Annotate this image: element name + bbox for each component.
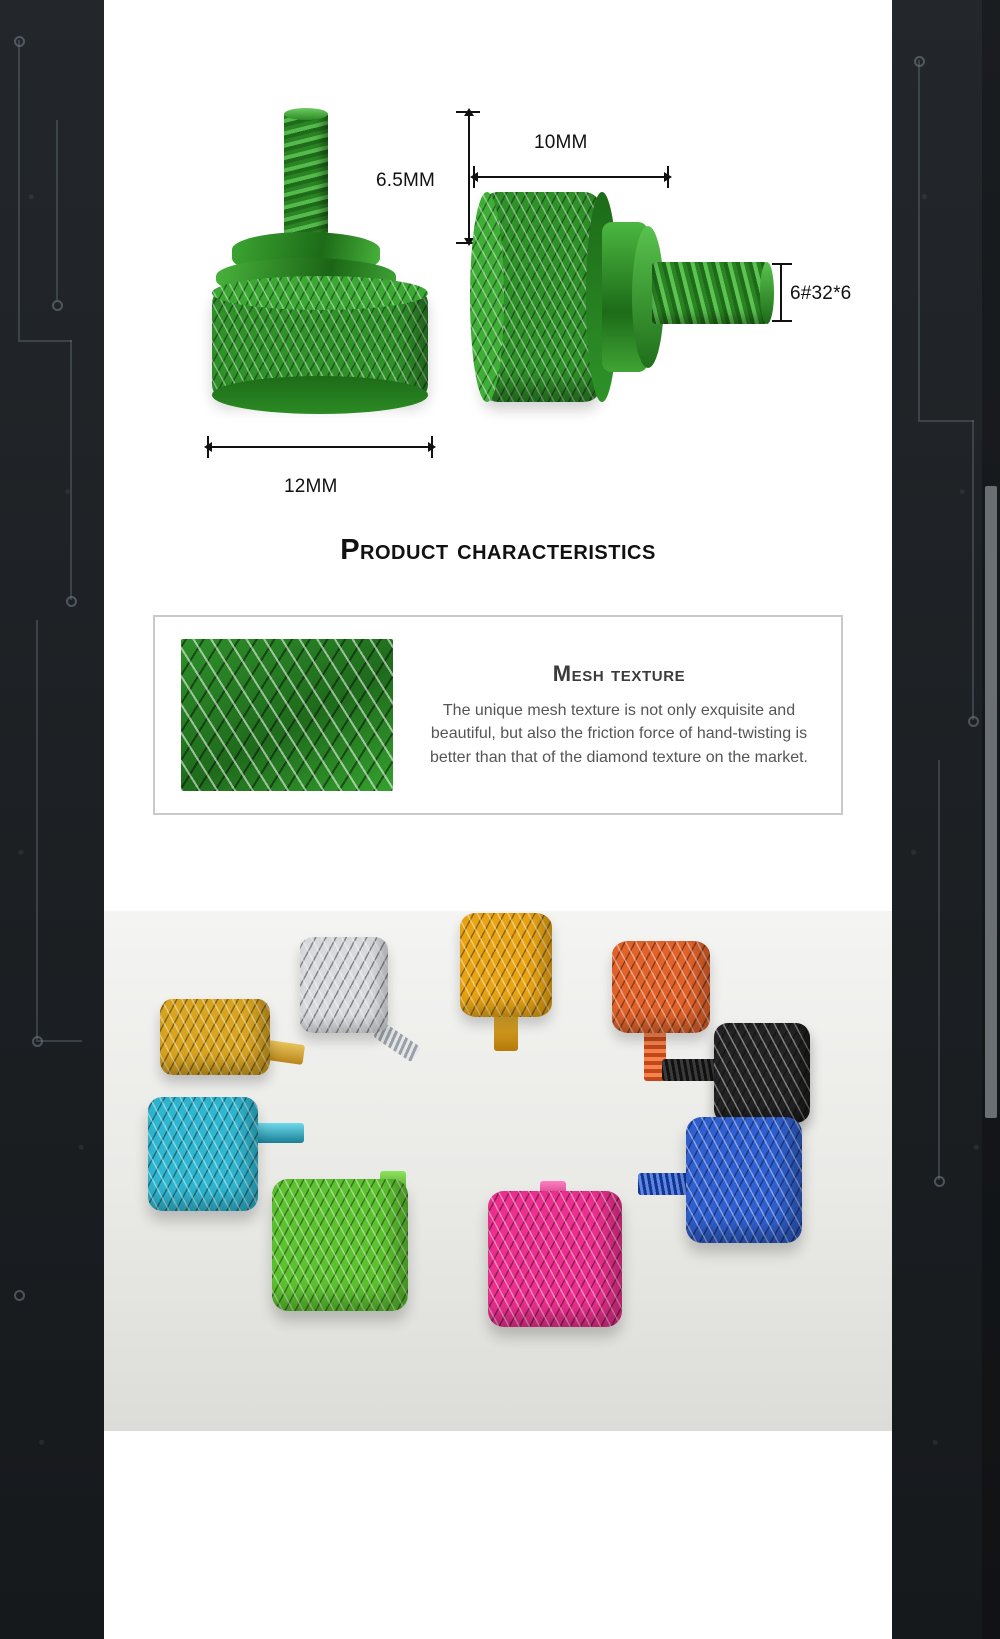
screw-silver [300,937,388,1033]
circuit-node [14,36,25,47]
circuit-node [14,1290,25,1301]
circuit-node [66,596,77,607]
measure-tick [772,320,792,322]
screw-gold [160,999,270,1075]
circuit-trace [70,340,72,600]
background-left-panel [0,0,104,1639]
feature-description: The unique mesh texture is not only exquisite and beautiful, but also the friction force of hand-twisting is better than that of the diamond texture on the market. [429,702,808,766]
measure-line-head-diameter-left [208,446,434,448]
mesh-texture-image [181,639,393,791]
page-title-product-characteristics: Product characteristics [340,534,656,566]
screw-blue [686,1117,802,1243]
circuit-node [914,56,925,67]
circuit-trace [918,420,974,422]
circuit-node [32,1036,43,1047]
circuit-node [934,1176,945,1187]
feature-card-mesh-texture [153,615,843,815]
feature-title: Mesh texture [552,661,686,687]
circuit-node [968,716,979,727]
screw-green [272,1179,408,1311]
label-head-diameter-left: 12MM [284,476,338,497]
circuit-trace [918,60,920,420]
measure-tick [456,111,480,113]
measure-line-head-diameter-right [474,176,670,178]
circuit-node [52,300,63,311]
document-page [104,0,892,1639]
label-thread-length: 6.5MM [376,170,436,191]
measure-tick [772,263,792,265]
circuit-trace [18,40,20,340]
circuit-trace [972,420,974,720]
label-head-diameter-right: 10MM [534,132,588,153]
product-gallery-photo [104,911,892,1431]
measure-tick [667,166,669,188]
vertical-scroll-thumb[interactable] [985,486,997,1118]
screw-pink [488,1191,622,1327]
measure-tick [207,436,209,458]
measure-tick [473,166,475,188]
circuit-trace [56,120,58,300]
circuit-trace [938,760,940,1180]
feature-text-block [393,661,841,769]
dimension-diagram [104,0,892,520]
screw-black [714,1023,810,1123]
measure-tick [431,436,433,458]
circuit-trace [18,340,72,342]
vertical-scrollbar[interactable] [982,0,1000,1639]
measure-line-thread-spec [780,264,782,322]
screw-cyan [148,1097,258,1211]
screw-orange [612,941,710,1033]
screw-orange-gold [460,913,552,1017]
circuit-trace [36,620,38,1040]
label-thread-spec: 6#32*6 [790,283,852,304]
